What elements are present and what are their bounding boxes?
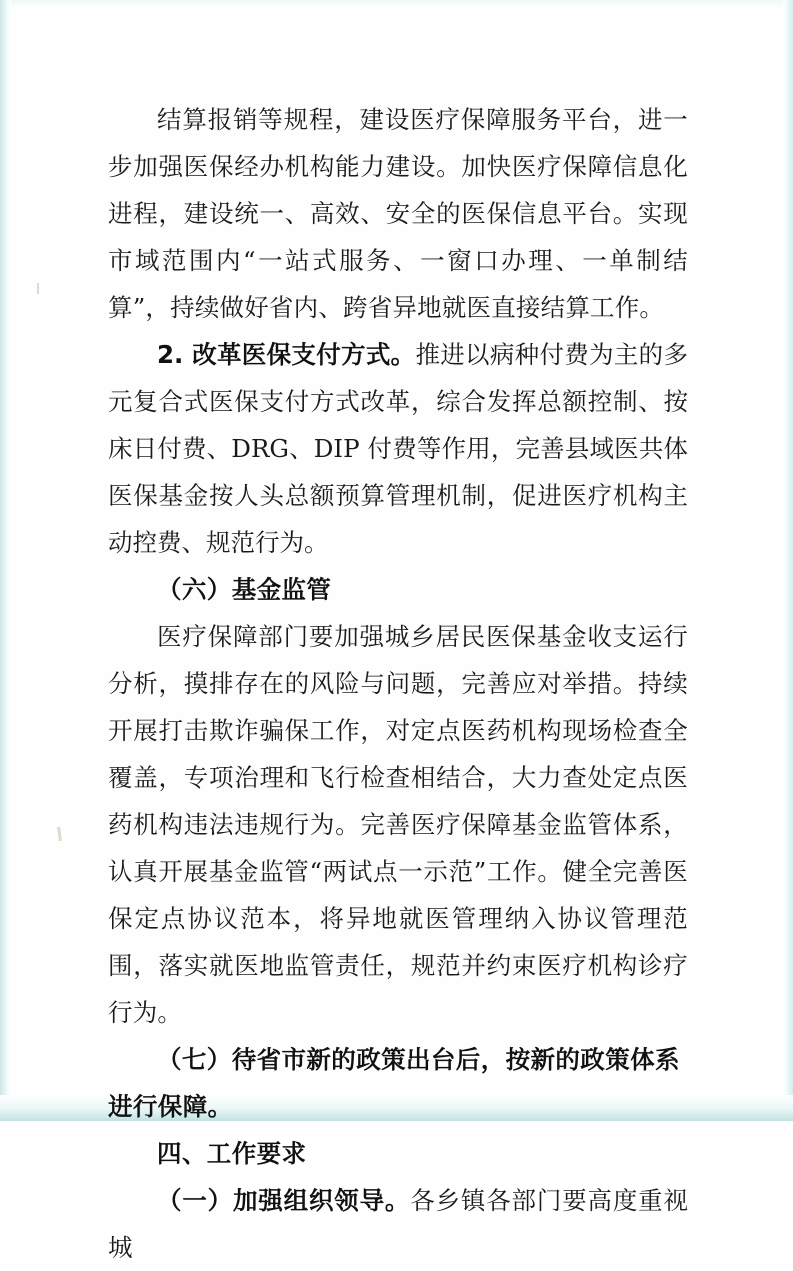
section-heading-fund-supervision: （六）基金监管 bbox=[157, 575, 332, 604]
scan-artifact-speck bbox=[57, 827, 62, 841]
paragraph-continuation: 结算报销等规程，建设医疗保障服务平台，进一步加强医保经办机构能力建设。加快医疗保障信息化进程，建设统一、高效、安全的医保信息平台。实现市域范围内“一站式服务、一窗口办理、一单制结算”，持续做好省内、跨省异地就医直接结算工作。 bbox=[108, 105, 688, 322]
paragraph-lead-label: 2. 改革医保支付方式。 bbox=[157, 340, 416, 369]
scan-artifact-speck bbox=[37, 283, 39, 294]
page-edge-right bbox=[783, 0, 793, 1121]
page-edge-top bbox=[0, 0, 793, 8]
section-heading-work-requirements: 四、工作要求 bbox=[157, 1139, 307, 1168]
paragraph-fund-supervision-body: 医疗保障部门要加强城乡居民医保基金收支运行分析，摸排存在的风险与问题，完善应对举措。持续开展打击欺诈骗保工作，对定点医药机构现场检查全覆盖，专项治理和飞行检查相结合，大力查处定点医药机构违法违规行为。完善医疗保障基金监管体系，认真开展基金监管“两试点一示范”工作。健全完善医保定点协议范本，将异地就医管理纳入协议管理范围，落实就医地监管责任，规范并约束医疗机构诊疗行为。 bbox=[108, 622, 688, 1027]
paragraph-body-text: 各乡镇各部门要高度重视城 bbox=[108, 1186, 688, 1262]
section-heading-new-policy: （七）待省市新的政策出台后，按新的政策体系进行保障。 bbox=[108, 1045, 680, 1121]
paragraph-lead-label: （一）加强组织领导。 bbox=[157, 1186, 411, 1215]
paragraph-strengthen-leadership bbox=[108, 1177, 688, 1271]
paragraph-payment-reform bbox=[108, 331, 688, 566]
document-body bbox=[108, 96, 688, 1271]
page-edge-left bbox=[0, 0, 11, 1121]
paragraph-body-text: 推进以病种付费为主的多元复合式医保支付方式改革，综合发挥总额控制、按床日付费、DRG、DIP 付费等作用，完善县域医共体医保基金按人头总额预算管理机制，促进医疗机构主动控费、规范行为。 bbox=[108, 340, 688, 557]
